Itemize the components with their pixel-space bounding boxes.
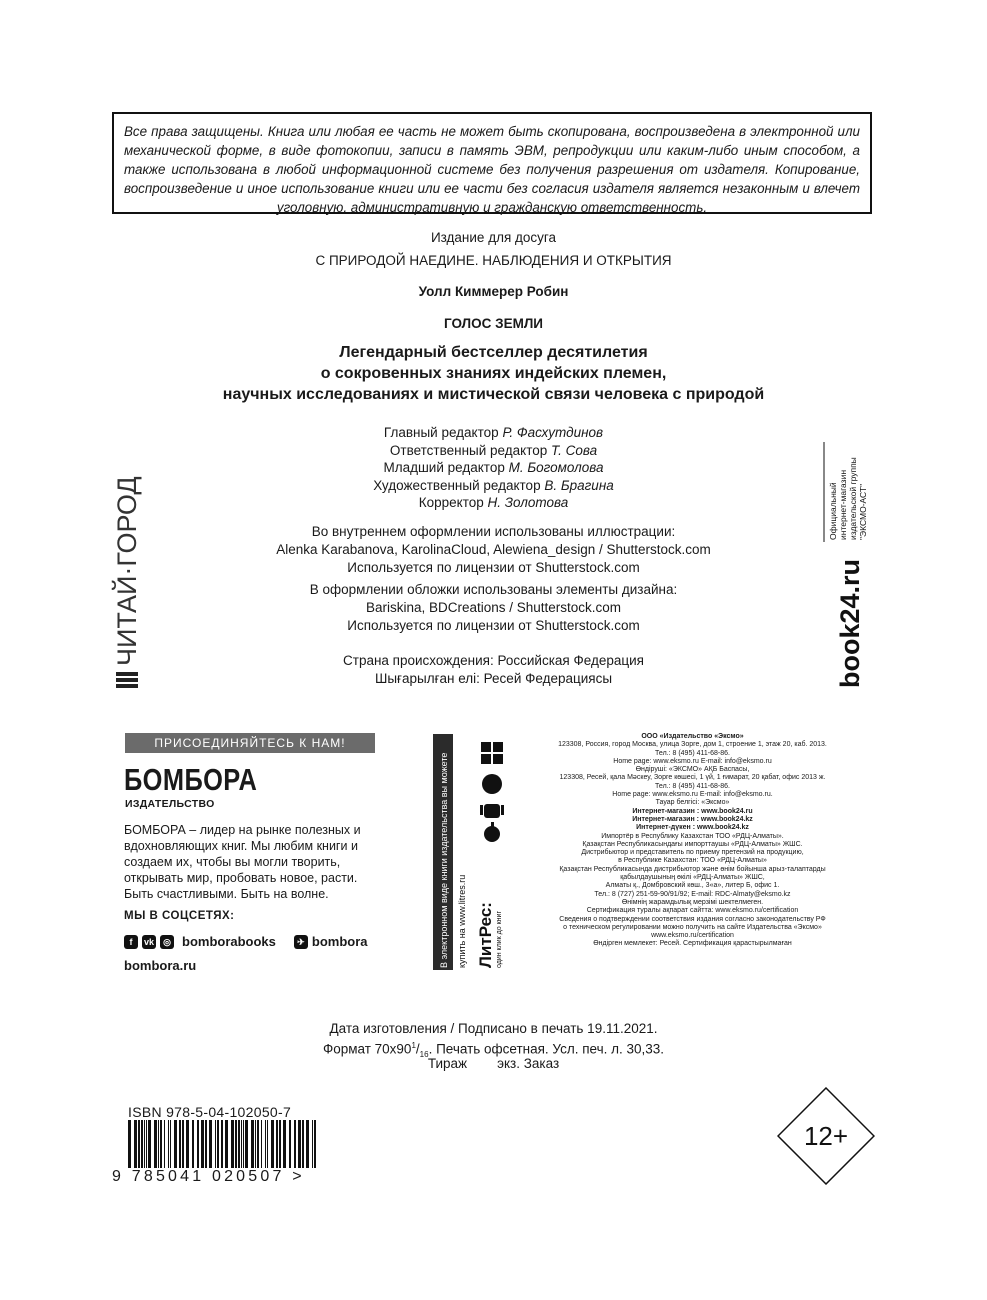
book-title: ГОЛОС ЗЕМЛИ <box>444 316 543 331</box>
barcode-bar <box>205 1120 207 1168</box>
subtitle-line: Легендарный бестселлер десятилетия <box>339 344 648 361</box>
age-rating-badge <box>777 1087 875 1185</box>
subtitle-line: научных исследованиях и мистической связи человека с природой <box>222 386 765 403</box>
barcode-bar <box>312 1120 313 1168</box>
barcode-bar <box>217 1120 219 1168</box>
print-format: Формат $70x90^1/_{16}$. Печать офсетная. Усл. печ. л. 30,33. <box>322 1041 665 1060</box>
facebook-icon[interactable]: f <box>124 935 138 949</box>
publisher-line: в Республике Казахстан: ТОО «РДЦ-Алматы» <box>618 857 767 865</box>
litres-block <box>433 734 523 970</box>
barcode-bar <box>245 1120 248 1168</box>
bombora-logo-sub: ИЗДАТЕЛЬСТВО <box>125 798 215 810</box>
author: Уолл Киммерер Робин <box>418 284 569 299</box>
instagram-icon[interactable]: ◎ <box>160 935 174 949</box>
print-date: Дата изготовления / Подписано в печать 19.11.2021. <box>329 1021 658 1036</box>
barcode-bar <box>138 1120 140 1168</box>
barcode-digits: 9 785041 020507 > <box>112 1168 305 1185</box>
litres-logo: ЛитРес: <box>476 902 495 968</box>
series-title: С ПРИРОДОЙ НАЕДИНЕ. НАБЛЮДЕНИЯ И ОТКРЫТИЯ <box>315 253 672 268</box>
barcode-bar <box>192 1120 194 1168</box>
barcode-bar <box>221 1120 223 1168</box>
social-handle[interactable]: bombora <box>311 934 368 949</box>
book24-site: book24.ru <box>835 558 865 688</box>
barcode-bar <box>265 1120 266 1168</box>
barcode-bar <box>279 1120 281 1168</box>
credit-line: Главный редактор Р. Фасхутдинов <box>383 425 604 440</box>
barcode-bar <box>283 1120 286 1168</box>
apple-icon <box>484 822 500 842</box>
barcode-bar <box>241 1120 242 1168</box>
publisher-line: Алматы қ., Домбровский көш., 3«а», литер Б, офис 1. <box>605 882 780 890</box>
barcode-bar <box>128 1120 131 1168</box>
barcode-bar <box>225 1120 228 1168</box>
windows-logo-circle-icon <box>482 774 502 794</box>
barcode-bar <box>231 1120 234 1168</box>
barcode-bar <box>215 1120 216 1168</box>
social-row <box>124 934 368 949</box>
windows-icon <box>481 742 503 764</box>
barcode-bar <box>235 1120 237 1168</box>
barcode-bar <box>276 1120 278 1168</box>
book24-caption-line: интернет-магазин <box>838 469 848 540</box>
barcode-bar <box>314 1120 316 1168</box>
publisher-line: Интернет-магазин : www.book24.kz <box>632 815 753 823</box>
publisher-line: Өндіруші: «ЭКСМО» АҚБ Баспасы, <box>635 766 750 774</box>
publisher-line: Сведения о подтверждении соответствия издания согласно законодательству РФ <box>559 915 826 923</box>
social-handle[interactable]: bomborabooks <box>182 934 276 949</box>
interior-illustrations: Во внутреннем оформлении использованы иллюстрации: Alenka Karabanova, KarolinaCloud, Alewiena_design / Shutterstock.com Используется по лицензии от Shutterstock.com <box>276 524 711 575</box>
litres-line: В электронном виде книги издательства вы можете <box>439 752 449 968</box>
book24-caption-line: "ЭКСМО-АСТ" <box>858 483 868 540</box>
publisher-line: Қазақстан Республикасындағы импорттаушы «РДЦ-Алматы» ЖШС. <box>582 840 803 848</box>
isbn: ISBN 978-5-04-102050-7 <box>128 1104 292 1120</box>
publisher-line: Интернет-магазин : www.book24.ru <box>632 807 753 815</box>
barcode-bar <box>255 1120 256 1168</box>
litres-tagline: один клик до книг <box>496 910 503 968</box>
publisher-line: Тел.: 8 (495) 411-68-86. <box>655 749 730 757</box>
publisher-info <box>540 733 845 949</box>
subtitle <box>0 342 987 405</box>
publisher-line: қабылдаушының өкілі «РДЦ-Алматы» ЖШС, <box>620 874 765 882</box>
barcode-bar <box>209 1120 212 1168</box>
barcode-bar <box>174 1120 177 1168</box>
barcode-bar <box>306 1120 309 1168</box>
barcode-bar <box>158 1120 159 1168</box>
barcode-bar <box>271 1120 274 1168</box>
litres-line: купить на www.litres.ru <box>457 874 467 968</box>
publisher-line: о техническом регулировании можно получить на сайте Издательства «Эксмо» <box>563 923 822 931</box>
barcode-bar <box>134 1120 137 1168</box>
book24-caption-line: Официальный <box>828 482 838 540</box>
barcode-bar <box>261 1120 262 1168</box>
barcode-bar <box>179 1120 181 1168</box>
vk-icon[interactable]: vk <box>143 936 154 947</box>
barcode-bar <box>186 1120 189 1168</box>
cover-design: В оформлении обложки использованы элементы дизайна: Bariskina, BDCreations / Shutterstock.com Используется по лицензии от Shutterstock.com <box>309 582 678 633</box>
barcode-bar <box>168 1120 169 1168</box>
print-run: Тираж экз. Заказ <box>427 1056 560 1071</box>
subtitle-line: о сокровенных знаниях индейских племен, <box>320 365 667 382</box>
barcode-bar <box>182 1120 184 1168</box>
barcode-bar <box>243 1120 244 1168</box>
bombora-logo: БОМБОРА <box>124 762 258 797</box>
credit-line: Корректор Н. Золотова <box>418 495 569 510</box>
publisher-line: Тел.: 8 (495) 411-68-86. <box>655 782 730 790</box>
origin: Страна происхождения: Российская Федерация Шығарылған елі: Ресей Федерациясы <box>343 653 644 686</box>
barcode-bar <box>238 1120 240 1168</box>
barcode-bar <box>294 1120 296 1168</box>
publisher-line: Home page: www.eksmo.ru E-mail: info@eksmo.ru <box>613 757 772 765</box>
barcode-bar <box>197 1120 199 1168</box>
barcode-bar <box>289 1120 291 1168</box>
barcode-bar <box>146 1120 147 1168</box>
publisher-line: ООО «Издательство «Эксмо» <box>641 733 744 740</box>
publisher-line: 123308, Ресей, қала Мәскеу, Зорге көшесі, 1 үй, 1 ғимарат, 20 қабат, офис 2013 ж. <box>559 774 826 782</box>
barcode-bar <box>141 1120 143 1168</box>
android-icon <box>480 804 504 818</box>
publisher-line: Импортёр в Республику Казахстан ТОО «РДЦ-Алматы». <box>601 832 784 840</box>
join-banner: ПРИСОЕДИНЯЙТЕСЬ К НАМ! <box>125 733 375 753</box>
barcode-bar <box>144 1120 145 1168</box>
barcode-bar <box>267 1120 268 1168</box>
publisher-line: Өнімнің жарамдылық мерзімі шектелмеген. <box>621 898 764 906</box>
barcode-bar <box>257 1120 259 1168</box>
barcode-bar <box>298 1120 301 1168</box>
credit-line: Ответственный редактор Т. Сова <box>389 442 598 458</box>
publisher-line: www.eksmo.ru/certification <box>651 932 734 940</box>
barcode-bar <box>148 1120 151 1168</box>
barcode-bar <box>160 1120 162 1168</box>
chitai-gorod-logo <box>108 440 148 690</box>
bombora-site[interactable]: bombora.ru <box>124 958 197 973</box>
barcode-bar <box>302 1120 304 1168</box>
age-rating: 12+ <box>803 1121 849 1151</box>
publisher-line: Тел.: 8 (727) 251-59-90/91/92; E-mail: RDC-Almaty@eksmo.kz <box>594 890 791 898</box>
publisher-line: Интернет-дүкен : www.book24.kz <box>636 824 749 832</box>
social-title: МЫ В СОЦСЕТЯХ: <box>124 910 235 922</box>
publisher-line: Сертификация туралы ақпарат сайтта: www.eksmo.ru/certification <box>586 907 799 915</box>
publisher-line: Қазақстан Республикасында дистрибьютор және өнім бойынша арыз-талаптарды <box>559 865 826 873</box>
publisher-line: Тауар белгісі: «Эксмо» <box>655 799 730 807</box>
telegram-icon[interactable]: ✈ <box>294 935 308 949</box>
book24-caption-line: издательской группы <box>848 457 858 540</box>
bombora-description: БОМБОРА – лидер на рынке полезных и вдохновляющих книг. Мы любим книги и создаем их, чтобы вы могли творить, открывать мир, пробовать новое, расти. Быть счастливыми. Быть на волне. <box>124 823 361 901</box>
chitai-gorod-text: ЧИТАЙ·ГОРОД <box>112 476 142 666</box>
publisher-line: Дистрибьютор и представитель по приему претензий на продукцию, <box>581 849 804 857</box>
credit-line: Художественный редактор В. Брагина <box>373 477 614 493</box>
barcode-bar <box>154 1120 157 1168</box>
book24-block <box>805 440 885 690</box>
credits <box>200 424 787 512</box>
publisher-line: Өндірген мемлекет: Ресей. Сертификация қарастырылмаған <box>593 940 792 948</box>
barcode-bar <box>201 1120 204 1168</box>
barcode <box>126 1120 321 1172</box>
publisher-line: 123308, Россия, город Москва, улица Зорге, дом 1, строение 1, этаж 20, каб. 2013. <box>558 741 827 749</box>
barcode-bar <box>170 1120 171 1168</box>
publisher-line: Home page: www.eksmo.ru E-mail: info@eksmo.ru. <box>612 791 773 799</box>
edition-type: Издание для досуга <box>430 230 557 245</box>
barcode-bar <box>164 1120 165 1168</box>
credit-line: Младший редактор М. Богомолова <box>383 460 604 475</box>
rights-notice: Все права защищены. Книга или любая ее часть не может быть скопирована, воспроизведена в электронной или механической форме, в виде фотокопии, записи в память ЭВМ, репродукции или каким-либо иным способом, а также использована в любой информационной системе без получения разрешения от издателя. Копирование, воспроизведение и иное использование книги или ее части без согласия издателя является незаконным и влечет уголовную, административную и гражданскую ответственность. <box>112 112 872 214</box>
barcode-bar <box>251 1120 254 1168</box>
